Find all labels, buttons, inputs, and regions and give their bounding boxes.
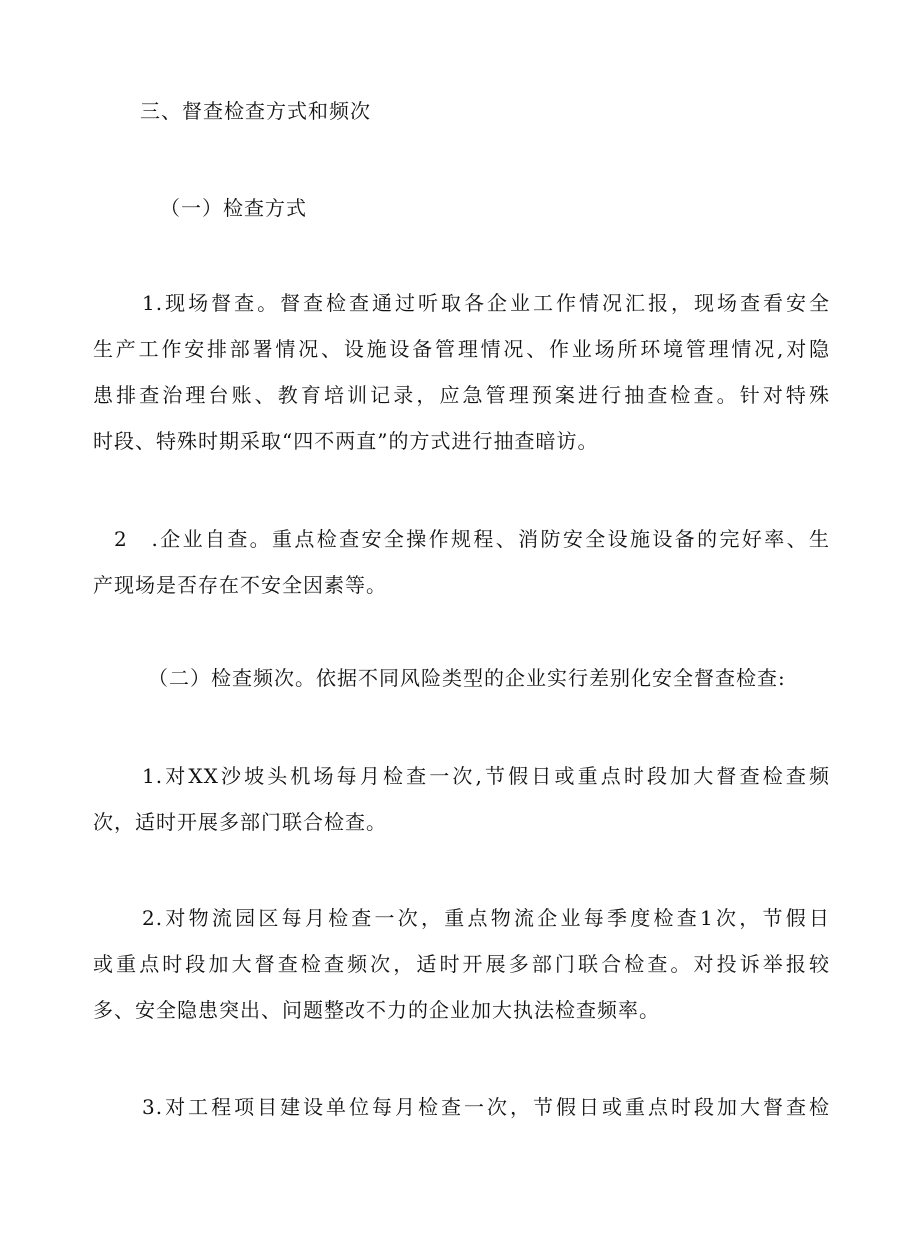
paragraph-logistics-line-1: 2.对物流园区每月检查一次，重点物流企业每季度检查1次，节假日 (142, 906, 830, 930)
paragraph-self-check-line-1: 2 .企业自查。重点检查安全操作规程、消防安全设施设备的完好率、生 (114, 527, 830, 551)
subheading-inspection-methods: （一）检查方式 (160, 196, 307, 220)
paragraph-onsite-line-4: 时段、特殊时期采取“四不两直”的方式进行抽查暗访。 (93, 429, 599, 453)
paragraph-onsite-line-1: 1.现场督查。督查检查通过听取各企业工作情况汇报，现场查看安全 (142, 291, 830, 315)
paragraph-airport-line-2: 次，适时开展多部门联合检查。 (93, 810, 387, 834)
paragraph-airport-line-1: 1.对XX沙坡头机场每月检查一次,节假日或重点时段加大督查检查频 (142, 764, 830, 788)
paragraph-construction-line-1: 3.对工程项目建设单位每月检查一次，节假日或重点时段加大督查检 (142, 1095, 830, 1119)
section-heading: 三、督查检查方式和频次 (140, 99, 371, 123)
subheading-inspection-frequency: （二）检查频次。依据不同风险类型的企业实行差别化安全督查检查: (148, 666, 786, 690)
paragraph-logistics-line-2: 或重点时段加大督查检查频次，适时开展多部门联合检查。对投诉举报较 (93, 952, 830, 976)
paragraph-onsite-line-3: 患排查治理台账、教育培训记录，应急管理预案进行抽查检查。针对特殊 (93, 383, 830, 407)
paragraph-onsite-line-2: 生产工作安排部署情况、设施设备管理情况、作业场所环境管理情况,对隐 (93, 337, 830, 361)
paragraph-self-check-line-2: 产现场是否存在不安全因素等。 (93, 573, 387, 597)
paragraph-logistics-line-3: 多、安全隐患突出、问题整改不力的企业加大执法检查频率。 (93, 998, 660, 1022)
